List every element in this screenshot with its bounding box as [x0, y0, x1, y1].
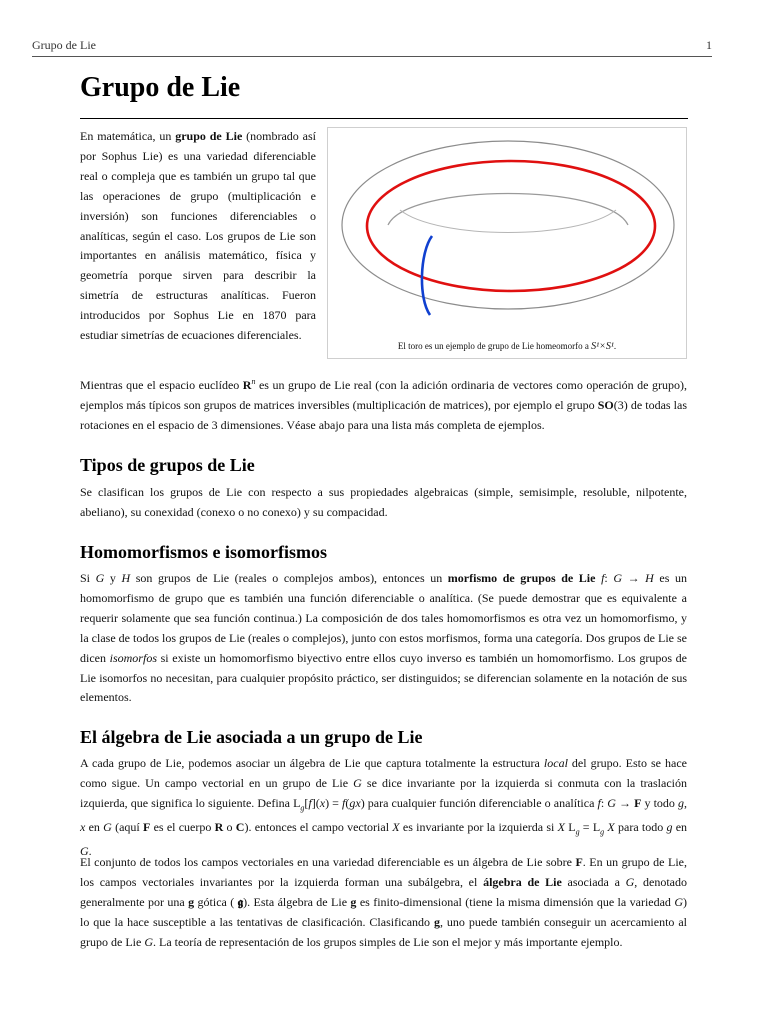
text: y todo — [641, 795, 679, 810]
text: asociada a — [561, 874, 626, 889]
subscript: g — [600, 827, 605, 837]
var: G — [144, 934, 153, 949]
text: = L — [579, 820, 601, 835]
algebra-paragraph-2 — [80, 853, 687, 953]
page-title: Grupo de Lie — [80, 72, 241, 103]
arrow: → — [615, 795, 635, 810]
var: G — [353, 775, 362, 790]
algebra-paragraph-1 — [80, 754, 687, 862]
text: ). Esta álgebra de Lie — [243, 894, 351, 909]
symbol-g: g — [188, 894, 195, 909]
field-symbol: F — [634, 795, 642, 810]
intro-text: En matemática, un — [80, 129, 176, 143]
heading-homomorfismos: Homomorfismos e isomorfismos — [80, 542, 327, 562]
red-longitude-circle — [367, 161, 655, 291]
text: ) lo que la hace susceptible a las tentativas de clasificación. Clasificando — [80, 894, 687, 929]
text: ). entonces el campo vectorial — [244, 820, 393, 835]
subscript: g — [300, 803, 305, 813]
symbol-g: g — [433, 914, 440, 929]
var: g — [666, 820, 673, 835]
text: para todo — [614, 820, 667, 835]
text: en — [85, 820, 104, 835]
text: . La teoría de representación de los grupos simples de Lie son el mejor y más importante ejemplo. — [152, 934, 623, 949]
var: G — [80, 844, 89, 859]
so-symbol: SO — [597, 397, 614, 412]
header-rule — [32, 56, 712, 57]
field-symbol: R — [214, 820, 224, 835]
heading-algebra: El álgebra de Lie asociada a un grupo de Lie — [80, 727, 423, 747]
homomorfismos-paragraph — [80, 569, 687, 708]
var: H — [121, 571, 131, 585]
var: G — [674, 894, 683, 909]
text: Si — [80, 571, 96, 585]
var: f — [308, 795, 312, 810]
figure-caption — [328, 341, 686, 352]
tipos-paragraph: Se clasifican los grupos de Lie con respecto a sus propiedades algebraicas (simple, semisimple, resoluble, nilpotente, abeliano), su conexidad (conexo o no conexo) y su compacidad. — [80, 485, 687, 519]
torus-inner-hole — [388, 194, 628, 226]
text: , uno puede también conseguir un acercamiento al grupo de Lie — [80, 914, 687, 949]
var: f — [597, 795, 601, 810]
text: [ — [304, 795, 309, 810]
text: son grupos de Lie (reales o complejos ambos), entonces un — [130, 571, 448, 585]
text: Mientras que el espacio euclídeo — [80, 378, 243, 392]
rn-symbol: R — [242, 378, 252, 392]
text: ]( — [311, 795, 320, 810]
term-grupo-de-lie: grupo de Lie — [175, 129, 243, 143]
field-symbol: F — [575, 855, 583, 869]
text: es invariante por la izquierda si — [399, 820, 558, 835]
var: x — [80, 820, 86, 835]
term-algebra-de-lie: álgebra de Lie — [483, 874, 562, 889]
text: es finito-dimensional (tiene la misma dimensión que la variedad — [356, 894, 675, 909]
text: : — [604, 571, 614, 585]
intro-text: (nombrado así por Sophus Lie) es una variedad diferenciable real o compleja que es también un grupo tal que las operaciones de grupo (multiplicación e inversión) son funciones diferenciables o analíticas, según el caso. Los grupos de Lie son importantes en análisis matemático, física y geometría porque sirven para describir la simetría de estructuras analíticas. Fueron introducidos por Sophus Lie en 1870 para estudiar simetrías de ecuaciones diferenciales. — [80, 129, 316, 343]
var: f — [601, 571, 605, 585]
var: G — [95, 571, 105, 585]
page-number: 1 — [706, 38, 712, 52]
var: G — [103, 820, 112, 835]
euclidean-paragraph — [80, 372, 687, 436]
text: es un grupo de Lie real (con la adición ordinaria de vectores como operación de grupo), ejemplos más típicos son grupos de matrices inversibles (multiplicación de matrices), por ejemplo el grupo — [80, 378, 688, 412]
term-local: local — [543, 756, 568, 770]
text: y — [104, 571, 122, 585]
blue-meridian-circle — [422, 236, 432, 315]
var: X — [607, 820, 615, 835]
text: es un homomorfismo de grupo que es también una función diferenciable o analítica. (Se puede demostrar que es equivalente a requerir solamente que sea función continua.) La composición de dos tales homomorfismos es otra vez un homomorfismo, y la clase de todos los grupos de Lie (reales o complejos), junto con estos morfismos, forma una categoría. Dos grupos de Lie se dicen — [80, 571, 688, 665]
text: ( — [345, 795, 350, 810]
text: si existe un homomorfismo biyectivo entre ellos cuyo inverso es también un homomorfismo. Los grupos de Lie isomorfos no necesitan, para cualquier propósito práctico, ser distinguidos; se diferencian solamente en la notación de sus elementos. — [80, 650, 687, 705]
var: x — [319, 795, 326, 810]
text: , — [684, 795, 688, 810]
torus-outer-outline — [342, 141, 674, 309]
var: f — [342, 795, 346, 810]
torus-illustration — [328, 128, 686, 358]
field-symbol: F — [142, 820, 151, 835]
torus-figure — [327, 127, 687, 359]
var: X — [392, 820, 400, 835]
text: gótica ( — [194, 894, 238, 909]
title-rule — [80, 118, 688, 119]
heading-tipos: Tipos de grupos de Lie — [80, 455, 255, 475]
field-symbol: C — [235, 820, 245, 835]
text: es el cuerpo — [150, 820, 215, 835]
text: se dice invariante por la izquierda si conmuta con la traslación izquierda, que significa lo siguiente. Defina L — [80, 775, 687, 810]
text: L — [564, 820, 576, 835]
text: . En un grupo de Lie, los campos vectoriales invariantes por la izquierda forman una subálgebra, el — [80, 855, 687, 889]
var: gx — [349, 795, 361, 810]
symbol-g: g — [350, 894, 357, 909]
running-title: Grupo de Lie — [32, 38, 96, 52]
fraktur-g: 𝖌 — [237, 894, 244, 909]
caption-period: . — [613, 341, 617, 351]
running-header — [32, 38, 712, 53]
term-morfismo: morfismo de grupos de Lie — [447, 571, 596, 585]
var: g — [678, 795, 685, 810]
text: ) para cualquier función diferenciable o analítica — [360, 795, 598, 810]
term-isomorfos: isomorfos — [109, 650, 157, 665]
subscript: g — [575, 827, 580, 837]
var: G — [625, 874, 635, 889]
text: ) = — [325, 795, 343, 810]
text: del grupo. Esto se hace como sigue. Un campo vectorial en un grupo de Lie — [80, 756, 688, 790]
text: (aquí — [111, 820, 143, 835]
text: o — [223, 820, 236, 835]
text: (3) de todas las rotaciones en el espacio de 3 dimensiones. Véase abajo para una lista más completa de ejemplos. — [80, 397, 687, 432]
torus-inner-lower — [400, 210, 616, 233]
text: : — [600, 795, 608, 810]
rn-exponent: n — [251, 377, 256, 386]
caption-math: S¹×S¹ — [591, 341, 614, 352]
var: G — [613, 571, 622, 585]
var: G — [607, 795, 616, 810]
var: H — [645, 571, 654, 585]
arrow: → — [622, 571, 646, 585]
text: en — [672, 820, 688, 835]
intro-paragraph — [80, 127, 316, 346]
caption-text: El toro es un ejemplo de grupo de Lie homeomorfo a — [397, 341, 592, 351]
text: , denotado generalmente por una — [80, 874, 687, 909]
text: . — [88, 844, 92, 859]
text: El conjunto de todos los campos vectoriales en una variedad diferenciable es un álgebra de Lie sobre — [80, 855, 576, 869]
var: X — [557, 820, 565, 835]
text: A cada grupo de Lie, podemos asociar un álgebra de Lie que captura totalmente la estructura — [80, 756, 544, 770]
